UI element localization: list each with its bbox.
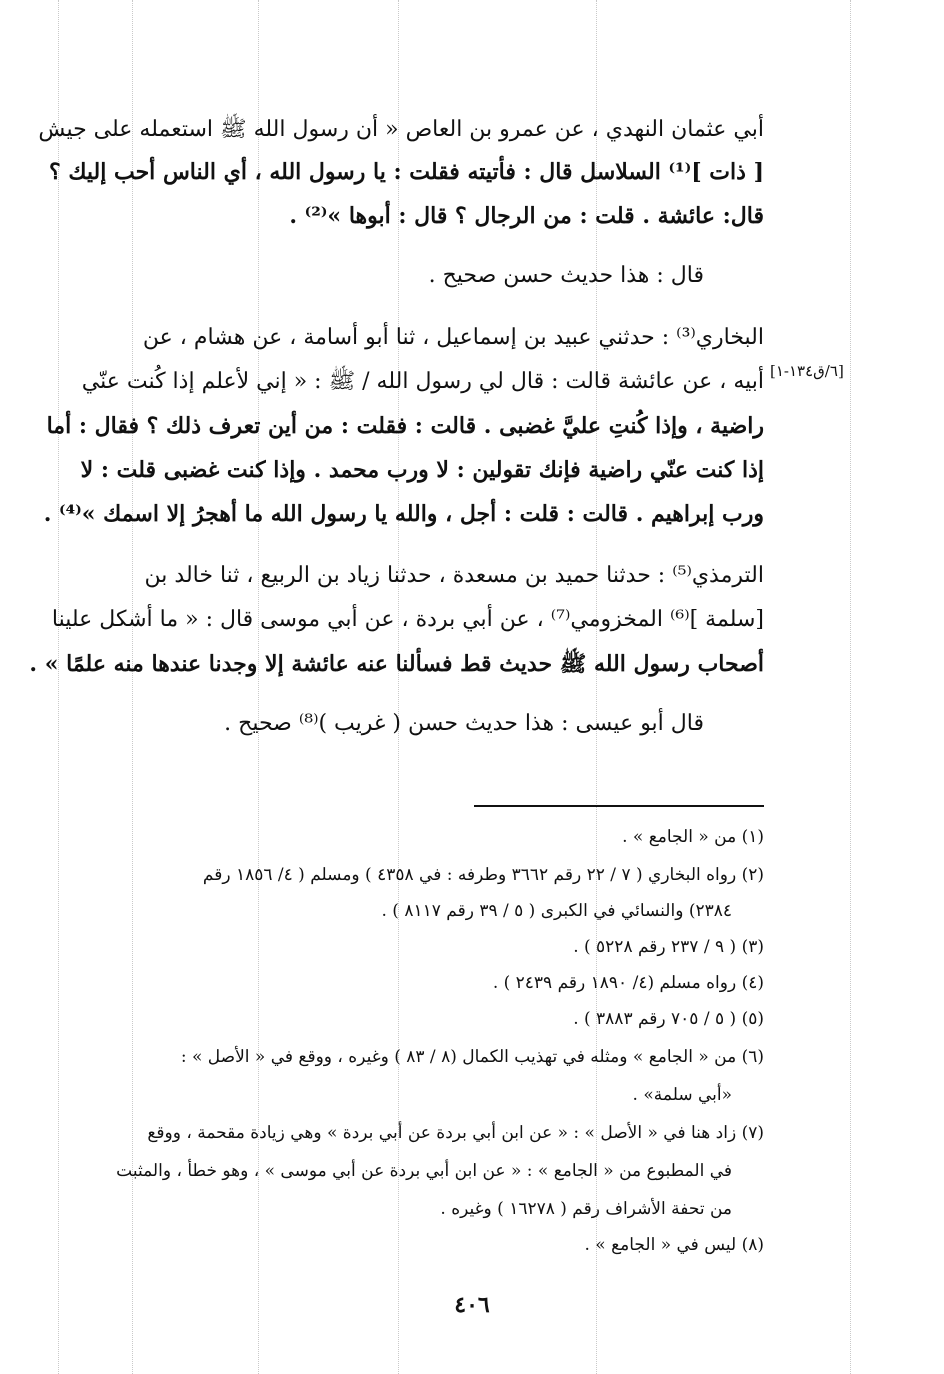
footnote-2-continued: ٢٣٨٤) والنسائي في الكبرى ( ٥ / ٣٩ رقم ٨١١٧ ) . [381,901,732,921]
scan-guide-line [850,0,851,1374]
footnote-5: (٥) ( ٥ / ٧٠٥ رقم ٣٨٨٣ ) . [573,1009,764,1029]
footnote-3: (٣) ( ٩ / ٢٣٧ رقم ٥٢٢٨ ) . [573,937,764,957]
body-line-8: إذا كنت عنّي راضية فإنك تقولين : لا ورب محمد . وإذا كنت غضبى قلت : لا [80,457,764,483]
verdict-line-2: قال أبو عيسى : هذا حديث حسن ( غريب )⁽⁸⁾ صحيح . [224,711,704,736]
body-line-9: ورب إبراهيم . قالت : قلت : أجل ، والله يا رسول الله ما أهجرُ إلا اسمك »⁽⁴⁾ . [43,501,764,527]
body-line-7: راضية ، وإذا كُنتِ عليَّ غضبى . قالت : فقلت : من أين تعرف ذلك ؟ فقال : أما [46,413,764,439]
body-line-6: أبيه ، عن عائشة قالت : قال لي رسول الله / ﷺ : « إني لأعلم إذا كُنت عنّي [81,369,764,394]
page-number: ٤٠٦ [454,1292,490,1318]
scan-guide-line [58,0,59,1374]
manuscript-folio-reference: [٦/ق١٣٤-١] [770,362,844,380]
footnote-8: (٨) ليس في « الجامع » . [584,1235,764,1255]
body-line-3: قال: عائشة . قلت : من الرجال ؟ قال : أبوها »⁽²⁾ . [289,203,764,229]
footnote-1: (١) من « الجامع » . [622,827,764,847]
body-line-11: [سلمة ]⁽⁶⁾ المخزومي⁽⁷⁾ ، عن أبي بردة ، عن أبي موسى قال : « ما أشكل علينا [51,607,764,632]
footnote-6: (٦) من « الجامع » ومثله في تهذيب الكمال (٨ / ٨٣ ) وغيره ، ووقع في « الأصل » : [180,1047,764,1067]
footnote-7-continued-2: من تحفة الأشراف رقم ( ١٦٢٧٨ ) وغيره . [440,1199,732,1219]
body-line-1: أبي عثمان النهدي ، عن عمرو بن العاص « أن رسول الله ﷺ استعمله على جيش [38,117,764,142]
footnote-separator [474,805,764,807]
footnote-6-continued: «أبي سلمة» . [632,1085,732,1105]
body-line-2: [ ذات ]⁽¹⁾ السلاسل قال : فأتيته فقلت : يا رسول الله ، أي الناس أحب إليك ؟ [48,159,764,185]
footnote-2: (٢) رواه البخاري ( ٧ / ٢٢ رقم ٣٦٦٢ وطرفه : في ٤٣٥٨ ) ومسلم ( ٤/ ١٨٥٦ رقم [202,865,764,885]
body-line-12: أصحاب رسول الله ﷺ حديث قط فسألنا عنه عائشة إلا وجدنا عندها منه علمًا » . [29,651,764,677]
footnote-7: (٧) زاد هنا في « الأصل » : « عن ابن أبي بردة عن أبي بردة » وهي زيادة مقحمة ، ووقع [147,1123,764,1143]
body-line-10: الترمذي⁽⁵⁾ : حدثنا حميد بن مسعدة ، حدثنا زياد بن الربيع ، ثنا خالد بن [144,563,764,588]
body-line-5: البخاري⁽³⁾ : حدثني عبيد بن إسماعيل ، ثنا أبو أسامة ، عن هشام ، عن [142,325,764,350]
verdict-line-1: قال : هذا حديث حسن صحيح . [428,263,704,288]
footnote-4: (٤) رواه مسلم (٤/ ١٨٩٠ رقم ٢٤٣٩ ) . [492,973,764,993]
footnote-7-continued: في المطبوع من « الجامع » : « عن ابن أبي بردة عن أبي موسى » ، وهو خطأ ، والمثبت [116,1161,732,1181]
